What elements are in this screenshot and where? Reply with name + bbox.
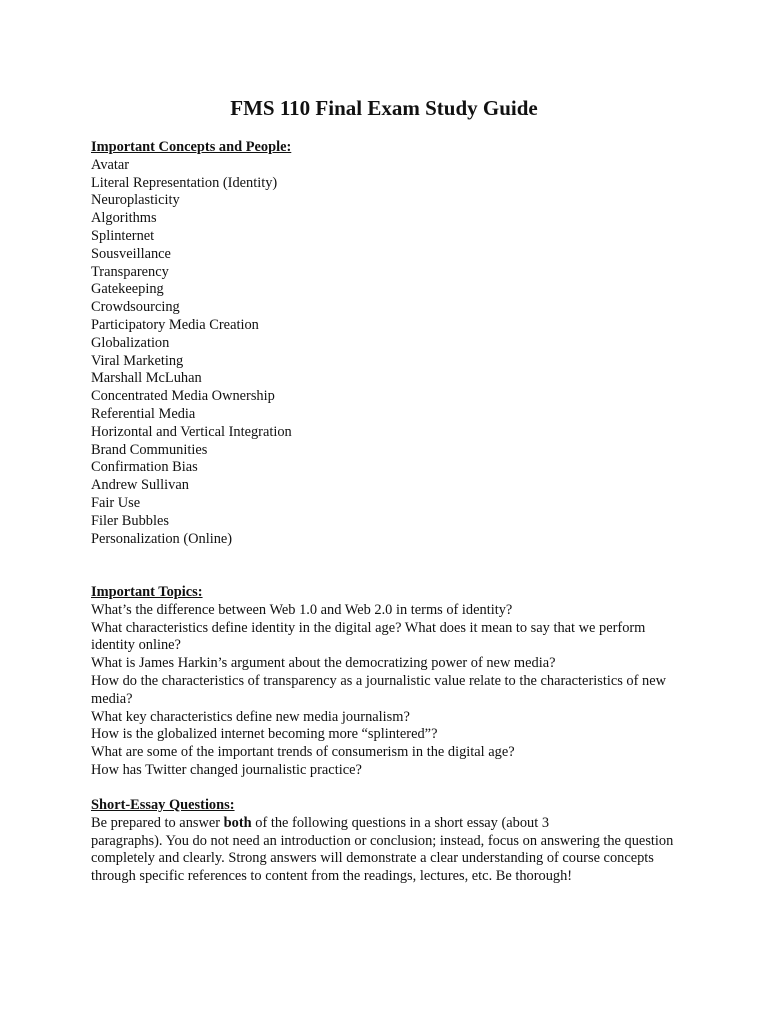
essay-intro-line — [91, 815, 681, 833]
list-item: Concentrated Media Ownership — [91, 388, 275, 405]
list-item: Avatar — [91, 156, 130, 173]
list-item: Transparency — [91, 263, 169, 280]
list-item: How do the characteristics of transparency as a journalistic value relate to the characteristics of new media? — [91, 672, 666, 707]
essay-intro-rest: paragraphs). You do not need an introduction or conclusion; instead, focus on answering the question completely and clearly. Strong answers will demonstrate a clear understanding of course concepts through specific references to content from the readings, lectures, etc. Be thorough! — [91, 832, 674, 885]
concepts-list — [91, 157, 681, 549]
list-item: Fair Use — [91, 494, 141, 511]
list-item: Literal Representation (Identity) — [91, 174, 278, 191]
list-item: Sousveillance — [91, 245, 171, 262]
essay-intro-emphasis: both — [223, 814, 252, 831]
list-item: Marshall McLuhan — [91, 370, 202, 387]
list-item: How has Twitter changed journalistic practice? — [91, 761, 362, 778]
list-item: Confirmation Bias — [91, 459, 198, 476]
list-item: Participatory Media Creation — [91, 316, 259, 333]
list-item: Personalization (Online) — [91, 530, 233, 547]
list-item: Algorithms — [91, 210, 157, 227]
concepts-section — [91, 139, 681, 548]
page-title: FMS 110 Final Exam Study Guide — [230, 96, 538, 120]
list-item: Neuroplasticity — [91, 192, 180, 209]
topics-list — [91, 602, 681, 780]
list-item: Brand Communities — [91, 441, 208, 458]
essay-heading: Short-Essay Questions: — [91, 797, 235, 813]
concepts-heading: Important Concepts and People: — [91, 139, 292, 155]
list-item: What key characteristics define new media journalism? — [91, 708, 410, 725]
essay-intro-after: of the following questions in a short essay (about 3 — [251, 814, 550, 831]
list-item: What is James Harkin’s argument about the democratizing power of new media? — [91, 655, 556, 672]
list-item: How is the globalized internet becoming more “splintered”? — [91, 726, 438, 743]
list-item: Splinternet — [91, 227, 155, 244]
topics-section — [91, 584, 681, 780]
list-item: What characteristics define identity in the digital age? What does it mean to say that we perform identity online? — [91, 619, 646, 654]
topics-heading: Important Topics: — [91, 584, 203, 600]
list-item: Globalization — [91, 334, 170, 351]
list-item: Crowdsourcing — [91, 299, 180, 316]
list-item: What’s the difference between Web 1.0 and Web 2.0 in terms of identity? — [91, 601, 513, 618]
list-item: Gatekeeping — [91, 281, 164, 298]
list-item: Referential Media — [91, 405, 196, 422]
list-item: What are some of the important trends of consumerism in the digital age? — [91, 744, 515, 761]
list-item: Andrew Sullivan — [91, 477, 189, 494]
list-item: Viral Marketing — [91, 352, 184, 369]
list-item: Filer Bubbles — [91, 512, 169, 529]
essay-section — [91, 797, 681, 886]
essay-intro-before: Be prepared to answer — [91, 814, 224, 831]
list-item: Horizontal and Vertical Integration — [91, 423, 292, 440]
